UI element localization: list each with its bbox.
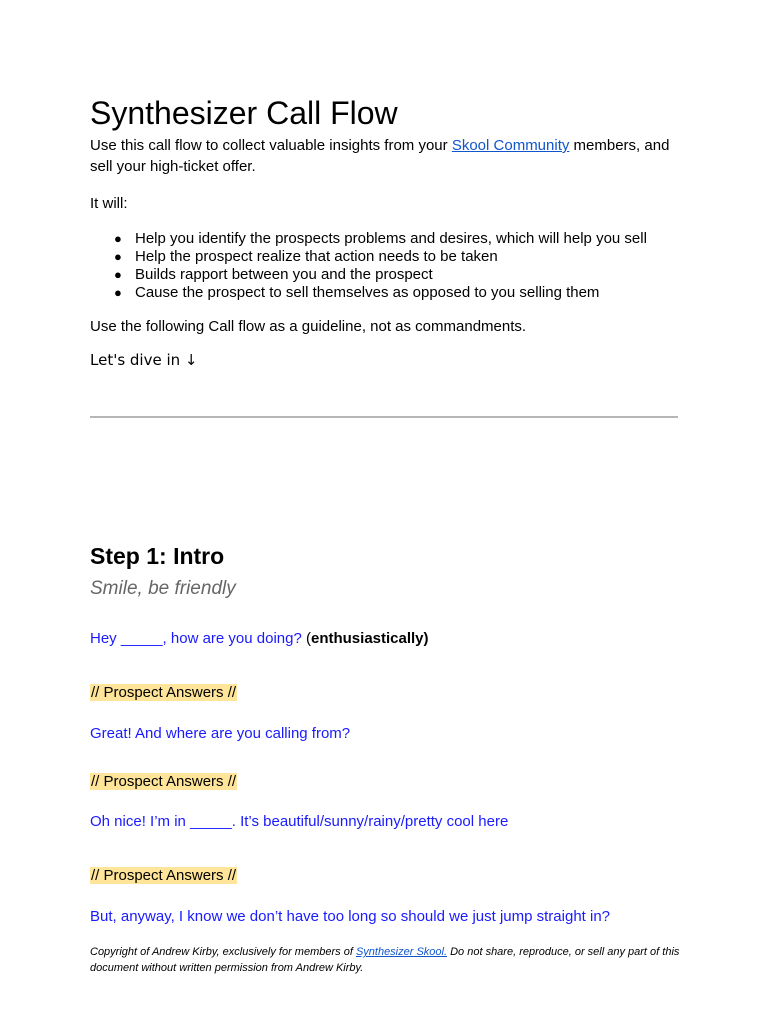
prospect-answer-marker: // Prospect Answers // — [91, 773, 237, 790]
list-item-text: Help the prospect realize that action needs to be taken — [135, 248, 498, 265]
copyright-footer — [90, 944, 680, 976]
list-item — [90, 284, 647, 302]
synthesizer-skool-link[interactable]: Synthesizer Skool. — [355, 946, 448, 958]
copyright-text-end: Do not share, reproduce, or sell any part of this document without written permission from Andrew Kirby. — [90, 946, 680, 974]
script-text: Hey _____, how are you doing? — [90, 630, 306, 647]
bullet-icon: ● — [114, 285, 122, 300]
bullet-icon: ● — [114, 267, 122, 282]
list-item-text: Cause the prospect to sell themselves as opposed to you selling them — [135, 284, 600, 301]
intro-text-end: members, and sell your high-ticket offer. — [90, 137, 670, 175]
list-item-text: Help you identify the prospects problems and desires, which will help you sell — [135, 230, 647, 247]
direction-paren: ( — [305, 630, 311, 647]
dive-in-text: Let's dive in ↓ — [90, 351, 198, 369]
copyright-text-start: Copyright of Andrew Kirby, exclusively for members of — [90, 946, 356, 958]
horizontal-divider — [90, 416, 678, 418]
prospect-answer-marker: // Prospect Answers // — [91, 684, 237, 701]
page-title: Synthesizer Call Flow — [90, 95, 398, 131]
prospect-answer-line — [90, 772, 237, 792]
bullet-icon: ● — [114, 231, 122, 246]
list-item — [90, 248, 647, 266]
prospect-answer-line — [90, 683, 237, 703]
script-line — [90, 629, 429, 649]
step-subtitle: Smile, be friendly — [90, 578, 236, 599]
prospect-answer-line — [90, 866, 237, 886]
bullet-icon: ● — [114, 249, 122, 264]
list-item — [90, 230, 647, 248]
prospect-answer-marker: // Prospect Answers // — [91, 867, 237, 884]
script-line: Oh nice! I’m in _____. It’s beautiful/sunny/rainy/pretty cool here — [90, 813, 509, 830]
guideline-text: Use the following Call flow as a guideline, not as commandments. — [90, 318, 527, 335]
step-title: Step 1: Intro — [90, 543, 225, 569]
direction-text: enthusiastically) — [310, 630, 429, 647]
script-line: Great! And where are you calling from? — [90, 725, 351, 742]
intro-paragraph — [90, 135, 680, 177]
it-will-label: It will: — [90, 195, 128, 212]
intro-text-start: Use this call flow to collect valuable insights from your — [90, 137, 452, 154]
skool-community-link[interactable]: Skool Community — [451, 137, 570, 154]
list-item-text: Builds rapport between you and the prospect — [135, 266, 433, 283]
benefits-list — [90, 230, 647, 302]
script-line: But, anyway, I know we don’t have too long so should we just jump straight in? — [90, 908, 611, 925]
list-item — [90, 266, 647, 284]
